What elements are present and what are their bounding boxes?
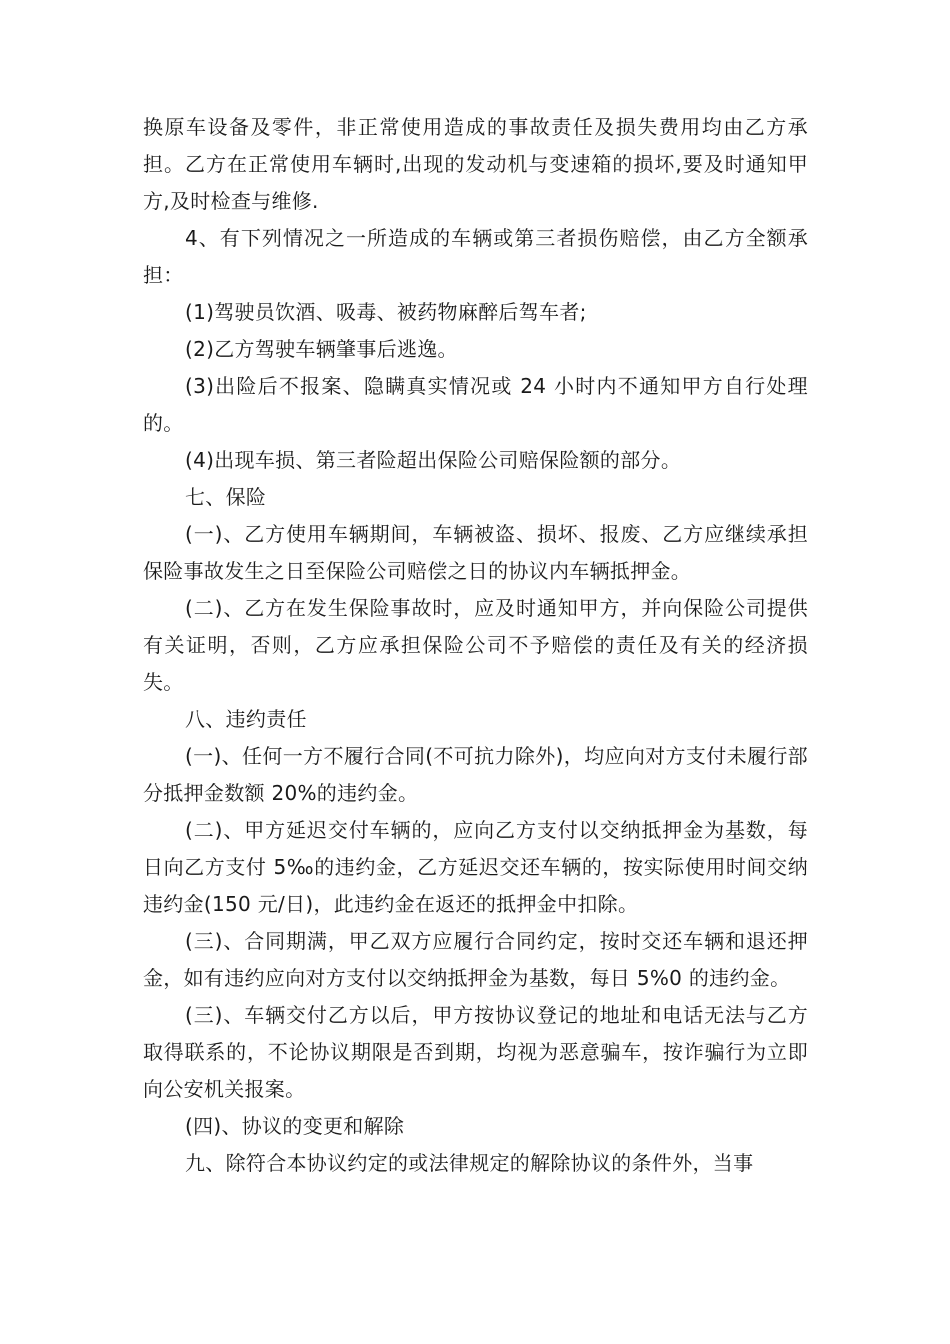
paragraph-12: (二)、甲方延迟交付车辆的，应向乙方支付以交纳抵押金为基数，每日向乙方支付 5‰的违约金，乙方延迟交还车辆的，按实际使用时间交纳违约金(150 元/日)，此违约金在返还的抵押金中扣除。 xyxy=(143,818,808,916)
paragraph-2: 4、有下列情况之一所造成的车辆或第三者损伤赔偿，由乙方全额承担： xyxy=(143,226,808,287)
paragraph-4: (2)乙方驾驶车辆肇事后逃逸。 xyxy=(185,337,458,361)
paragraph-14: (三)、车辆交付乙方以后，甲方按协议登记的地址和电话无法与乙方取得联系的，不论协议期限是否到期，均视为恶意骗车，按诈骗行为立即向公安机关报案。 xyxy=(143,1003,808,1101)
paragraph-13: (三)、合同期满，甲乙双方应履行合同约定，按时交还车辆和退还押金，如有违约应向对方支付以交纳抵押金为基数，每日 5%0 的违约金。 xyxy=(143,929,808,990)
paragraph-1: 换原车设备及零件，非正常使用造成的事故责任及损失费用均由乙方承担。乙方在正常使用车辆时,出现的发动机与变速箱的损坏,要及时通知甲方,及时检查与维修. xyxy=(143,115,808,213)
paragraph-9: (二)、乙方在发生保险事故时，应及时通知甲方，并向保险公司提供有关证明，否则，乙方应承担保险公司不予赔偿的责任及有关的经济损失。 xyxy=(143,596,808,694)
paragraph-3: (1)驾驶员饮酒、吸毒、被药物麻醉后驾车者; xyxy=(185,300,587,324)
paragraph-8: (一)、乙方使用车辆期间，车辆被盗、损坏、报废、乙方应继续承担保险事故发生之日至保险公司赔偿之日的协议内车辆抵押金。 xyxy=(143,522,808,583)
paragraph-5: (3)出险后不报案、隐瞒真实情况或 24 小时内不通知甲方自行处理的。 xyxy=(143,374,808,435)
paragraph-16: 九、除符合本协议约定的或法律规定的解除协议的条件外，当事 xyxy=(185,1151,754,1175)
paragraph-15: (四)、协议的变更和解除 xyxy=(185,1114,405,1138)
paragraph-6: (4)出现车损、第三者险超出保险公司赔保险额的部分。 xyxy=(185,448,682,472)
section-heading-insurance: 七、保险 xyxy=(185,485,267,509)
document-body xyxy=(143,109,808,1182)
section-heading-breach: 八、违约责任 xyxy=(185,707,307,731)
paragraph-11: (一)、任何一方不履行合同(不可抗力除外)，均应向对方支付未履行部分抵押金数额 20%的违约金。 xyxy=(143,744,808,805)
